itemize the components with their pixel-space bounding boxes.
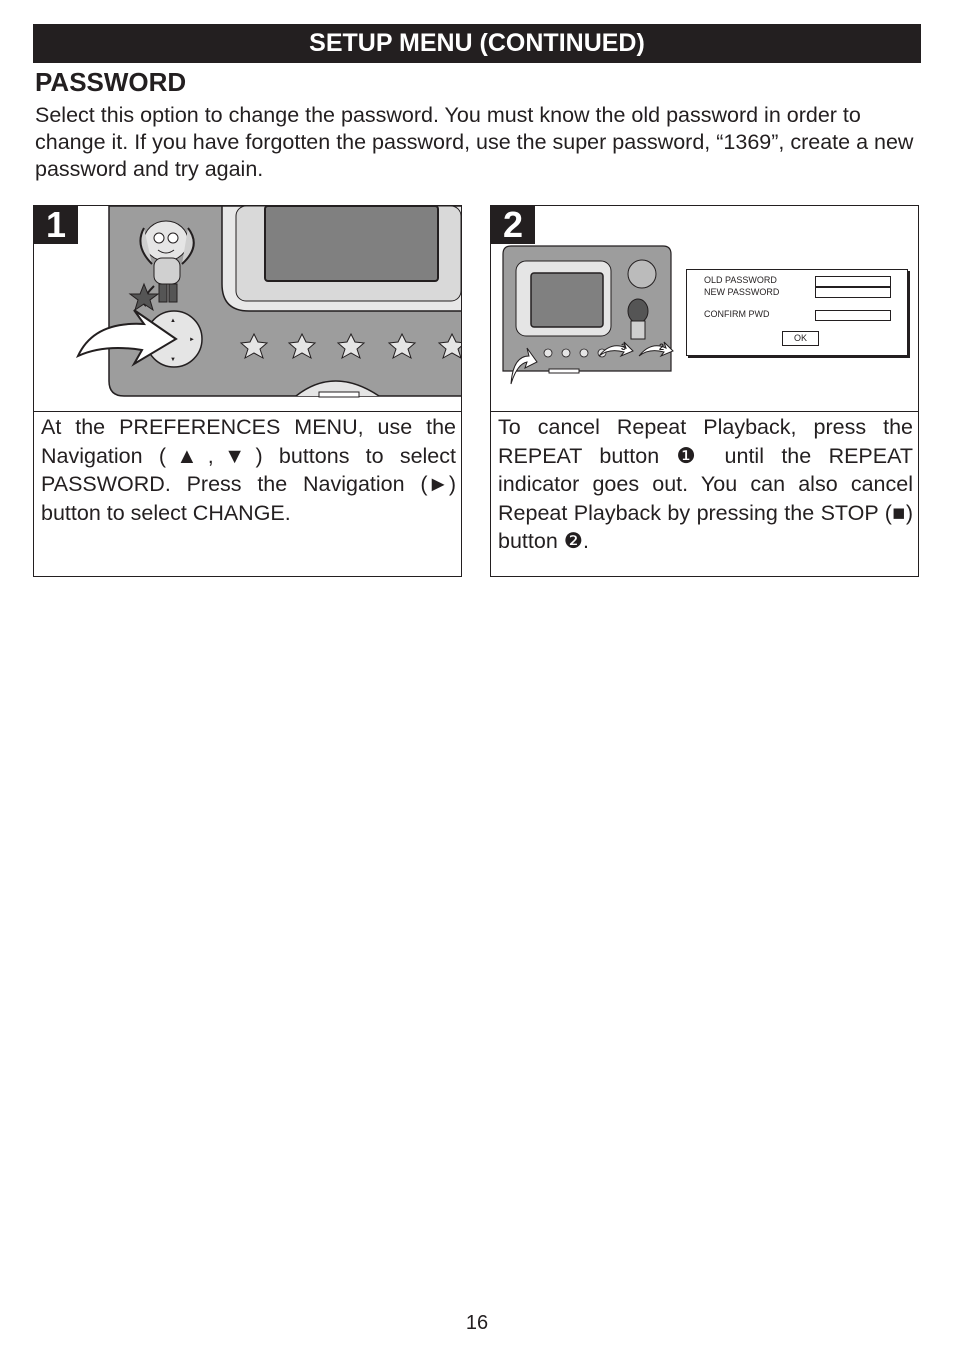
old-password-label: OLD PASSWORD xyxy=(704,275,777,285)
step-2-panel xyxy=(490,205,919,577)
page-number: 16 xyxy=(465,1312,489,1334)
step-1-panel xyxy=(33,205,462,577)
step-2-illustration xyxy=(491,206,918,412)
section-heading: PASSWORD xyxy=(35,67,187,97)
intro-paragraph: Select this option to change the password. You must know the old password in order to change it. If you have forgotten the password, use the super password, “1369”, create a new password and try again. xyxy=(35,103,914,181)
step-1-illustration xyxy=(34,206,461,412)
callout-2: 2 xyxy=(659,342,665,352)
callout-3: 3 xyxy=(621,342,627,352)
svg-text:►: ► xyxy=(189,337,195,343)
confirm-password-field[interactable] xyxy=(815,310,891,321)
confirm-password-label: CONFIRM PWD xyxy=(704,309,770,319)
step-2-caption: To cancel Repeat Playback, press the REPEAT button ❶ until the REPEAT indicator goes out. You can also cancel Repeat Playback by pressing the STOP (■) button ❷. xyxy=(498,415,913,553)
section-banner: SETUP MENU (CONTINUED) xyxy=(33,24,921,63)
svg-text:▲: ▲ xyxy=(170,318,176,324)
new-password-field[interactable] xyxy=(815,287,891,298)
svg-text:▼: ▼ xyxy=(170,357,176,363)
old-password-field[interactable] xyxy=(815,276,891,287)
password-dialog xyxy=(686,269,908,356)
device-illustration xyxy=(34,206,461,411)
ok-button[interactable]: OK xyxy=(782,331,819,346)
step-number: 2 xyxy=(491,206,535,244)
step-1-caption: At the PREFERENCES MENU, use the Navigation (▲,▼) buttons to select PASSWORD. Press the Navigation (►) button to select CHANGE. xyxy=(41,415,456,525)
new-password-label: NEW PASSWORD xyxy=(704,287,780,297)
step-number: 1 xyxy=(34,206,78,244)
